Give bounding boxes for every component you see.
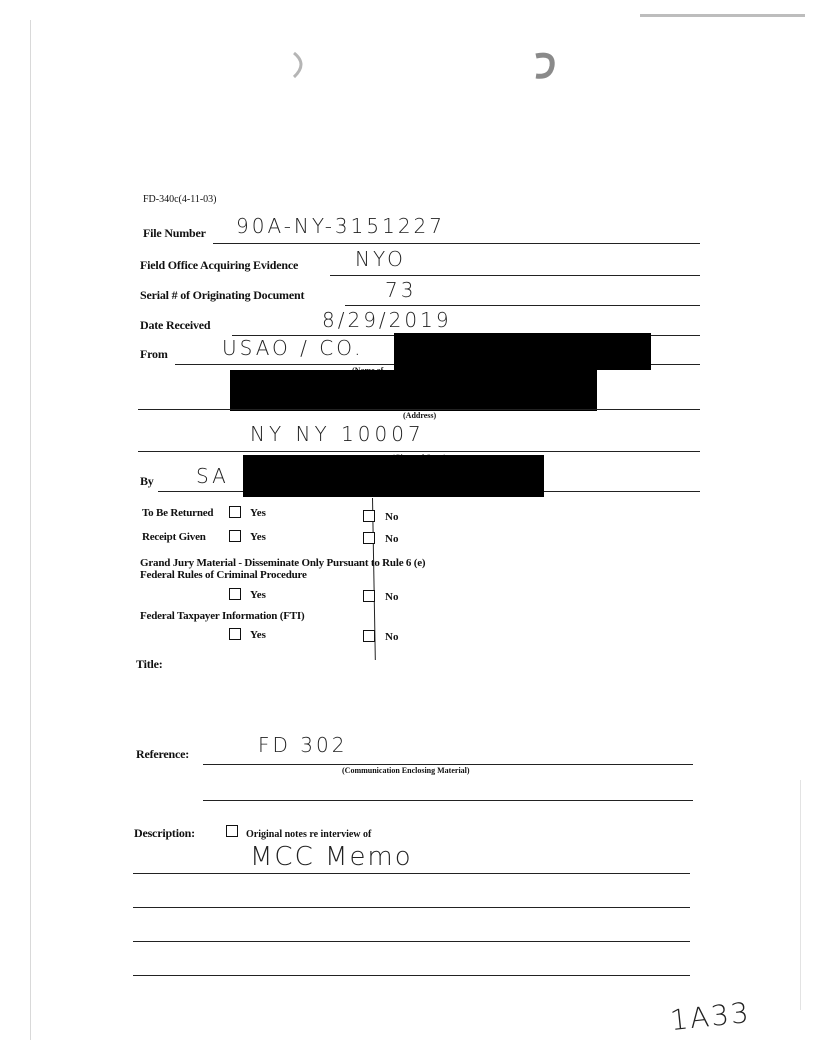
address-line [138, 409, 700, 410]
receipt-given-no-checkbox[interactable] [363, 532, 375, 544]
description-line-1 [133, 873, 690, 874]
original-notes-label: Original notes re interview of [246, 829, 372, 840]
to-be-returned-yes-checkbox[interactable] [229, 506, 241, 518]
description-value: MCC Memo [250, 842, 413, 872]
file-number-value: 90A-NY-3151227 [236, 214, 446, 238]
to-be-returned-no-label: No [385, 511, 399, 523]
to-be-returned-yes-label: Yes [250, 507, 266, 519]
by-label: By [140, 474, 154, 488]
scan-edge-left [30, 20, 31, 1040]
serial-line [345, 305, 700, 306]
grand-jury-yes-label: Yes [250, 589, 266, 601]
redaction-block [230, 370, 597, 411]
grand-jury-no-checkbox[interactable] [363, 590, 375, 602]
receipt-given-label: Receipt Given [142, 531, 206, 543]
from-value: USAO / CO. [222, 336, 364, 360]
fti-yes-checkbox[interactable] [229, 628, 241, 640]
receipt-given-no-label: No [385, 533, 399, 545]
scan-edge-right [800, 780, 801, 1010]
date-received-value: 8/29/2019 [322, 308, 452, 332]
field-office-line [330, 275, 700, 276]
field-office-value: NYO [355, 247, 406, 271]
punch-hole-right [532, 50, 558, 80]
city-state-line [138, 451, 700, 452]
redaction-block [243, 455, 544, 497]
reference-caption: (Communication Enclosing Material) [342, 766, 470, 775]
fti-no-checkbox[interactable] [363, 630, 375, 642]
receipt-given-yes-label: Yes [250, 531, 266, 543]
fti-no-label: No [385, 631, 399, 643]
description-label: Description: [134, 826, 195, 840]
reference-line-2 [203, 800, 693, 801]
fti-label: Federal Taxpayer Information (FTI) [140, 610, 305, 622]
federal-rules-label: Federal Rules of Criminal Procedure [140, 569, 307, 581]
receipt-given-yes-checkbox[interactable] [229, 530, 241, 542]
form-code: FD-340c(4-11-03) [143, 194, 217, 205]
grand-jury-yes-checkbox[interactable] [229, 588, 241, 600]
serial-value: 73 [385, 278, 417, 302]
address-caption: (Address) [403, 411, 437, 420]
city-state-value: NY NY 10007 [250, 422, 425, 446]
description-line-4 [133, 975, 690, 976]
file-number-label: File Number [143, 226, 206, 240]
reference-line [203, 764, 693, 765]
description-line-2 [133, 907, 690, 908]
to-be-returned-no-checkbox[interactable] [363, 510, 375, 522]
description-line-3 [133, 941, 690, 942]
grand-jury-no-label: No [385, 591, 399, 603]
date-received-label: Date Received [140, 318, 211, 332]
redaction-block [394, 333, 651, 370]
fti-yes-label: Yes [250, 629, 266, 641]
scan-edge-top [640, 14, 805, 17]
original-notes-checkbox[interactable] [226, 825, 238, 837]
file-number-line [213, 243, 700, 244]
by-value: SA [196, 464, 229, 488]
reference-label: Reference: [136, 747, 190, 761]
field-office-label: Field Office Acquiring Evidence [140, 258, 299, 272]
grand-jury-label: Grand Jury Material - Disseminate Only Pursuant to Rule 6 (e) [140, 557, 426, 569]
serial-label: Serial # of Originating Document [140, 288, 305, 302]
title-label: Title: [136, 657, 163, 671]
from-label: From [140, 347, 168, 361]
reference-value: FD 302 [258, 733, 348, 757]
punch-hole-left [288, 50, 314, 80]
page-mark: 1A33 [668, 995, 753, 1038]
to-be-returned-label: To Be Returned [142, 507, 214, 519]
